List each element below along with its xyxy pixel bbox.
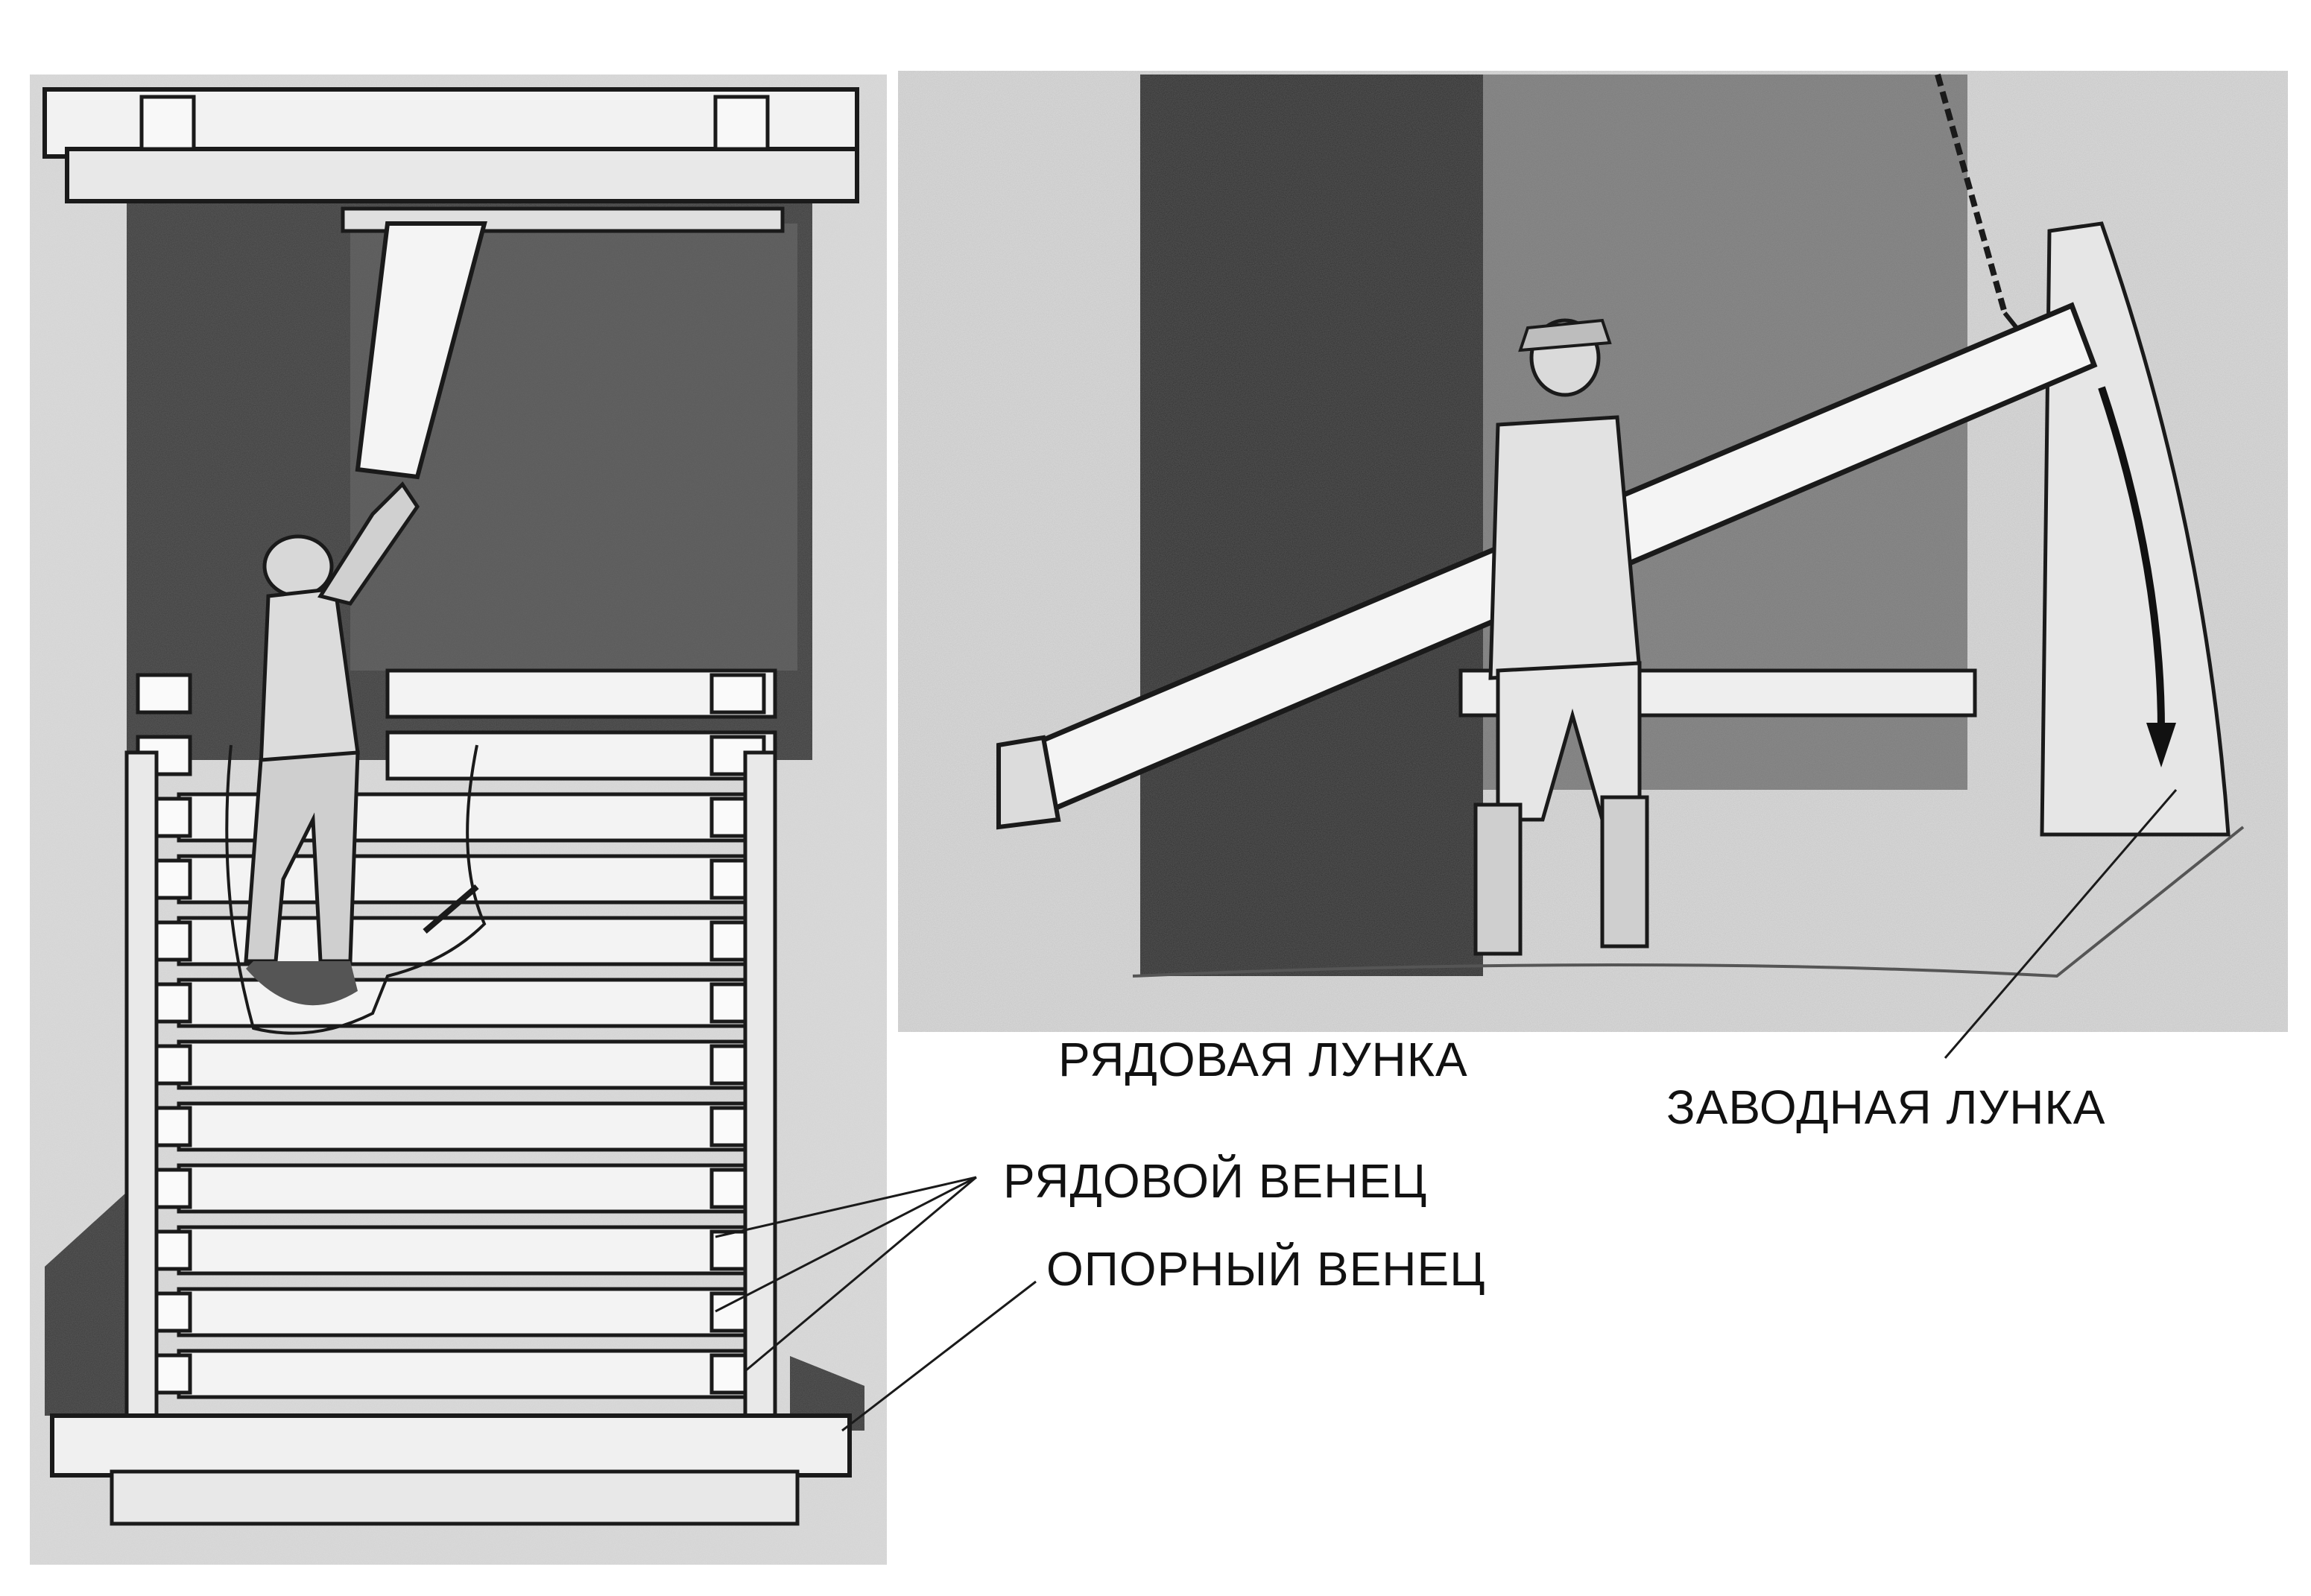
corner-post xyxy=(745,753,775,1416)
crown-log xyxy=(179,1165,775,1212)
dark-wall xyxy=(1140,75,1483,976)
support-crown-beam xyxy=(52,1416,850,1475)
collar-joint-left xyxy=(142,97,194,149)
crown-log xyxy=(179,1042,775,1088)
worker-right-torso xyxy=(1490,417,1640,678)
support-crown-lower xyxy=(112,1472,797,1524)
crown-log xyxy=(179,1351,775,1397)
label-support-crown: ОПОРНЫЙ ВЕНЕЦ xyxy=(1046,1242,1486,1296)
crown-log xyxy=(179,1227,775,1273)
shaft-section-figure xyxy=(30,75,887,1565)
worker-right-boot-left xyxy=(1476,805,1520,954)
crown-joint xyxy=(712,675,764,712)
crown-log xyxy=(179,1103,775,1150)
label-start-hole: ЗАВОДНАЯ ЛУНКА xyxy=(1666,1080,2106,1134)
label-row-crown: РЯДОВОЙ ВЕНЕЦ xyxy=(1003,1154,1428,1208)
worker-left-head xyxy=(265,536,332,596)
collar-joint-right xyxy=(715,97,768,149)
crown-joint xyxy=(138,675,190,712)
corner-post xyxy=(127,753,157,1416)
crown-log xyxy=(179,1289,775,1335)
label-row-hole: РЯДОВАЯ ЛУНКА xyxy=(1058,1033,1468,1086)
top-collar-beam-lower xyxy=(67,149,857,201)
log-insertion-figure xyxy=(898,71,2288,1032)
worker-right-boot-right xyxy=(1602,797,1647,946)
